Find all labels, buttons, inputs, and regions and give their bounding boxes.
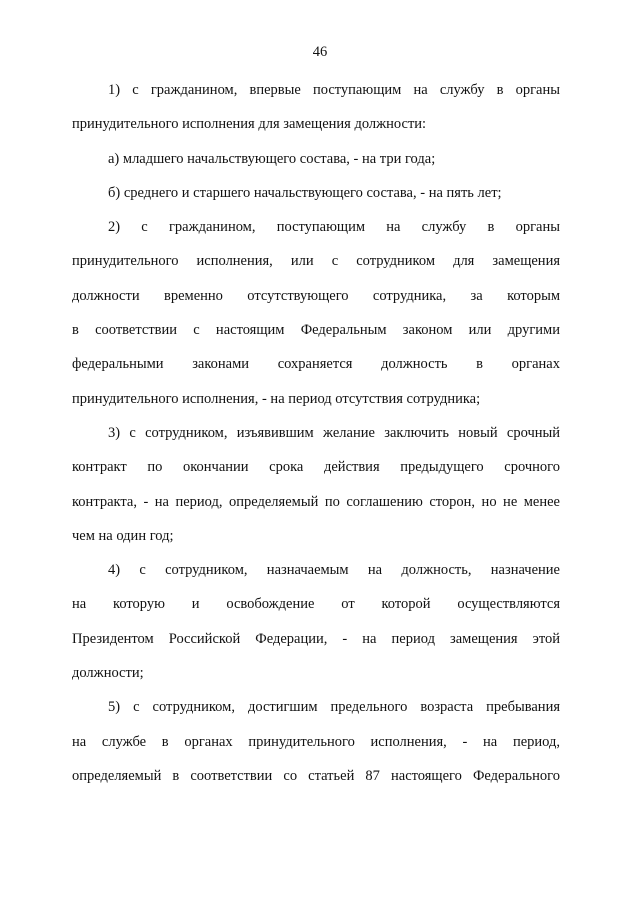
- text-line: принудительного исполнения, или с сотрудником для замещения: [72, 253, 560, 270]
- text-line: на службе в органах принудительного исполнения, - на период,: [72, 733, 560, 750]
- page-number: 46: [312, 44, 328, 60]
- text-line: контракт по окончании срока действия предыдущего срочного: [72, 459, 560, 476]
- text-line: принудительного исполнения, - на период отсутствия сотрудника;: [72, 390, 481, 407]
- text-line: принудительного исполнения для замещения должности:: [72, 116, 427, 133]
- text-line: Президентом Российской Федерации, - на период замещения этой: [72, 630, 560, 647]
- text-line: в соответствии с настоящим Федеральным законом или другими: [72, 322, 560, 339]
- document-body: [72, 80, 560, 800]
- text-line: 1) с гражданином, впервые поступающим на службу в органы: [108, 82, 560, 98]
- text-line: контракта, - на период, определяемый по соглашению сторон, но не менее: [72, 493, 560, 510]
- text-line: должности временно отсутствующего сотрудника, за которым: [72, 287, 560, 304]
- text-line: 5) с сотрудником, достигшим предельного возраста пребывания: [108, 699, 560, 716]
- text-line: чем на один год;: [72, 527, 174, 544]
- text-line: федеральными законами сохраняется должность в органах: [72, 356, 560, 373]
- text-line: на которую и освобождение от которой осуществляются: [72, 596, 560, 613]
- text-line: б) среднего и старшего начальствующего состава, - на пять лет;: [108, 184, 502, 201]
- text-line: а) младшего начальствующего состава, - на три года;: [108, 150, 436, 167]
- text-line: 2) с гражданином, поступающим на службу в органы: [108, 219, 560, 236]
- text-line: должности;: [72, 665, 144, 682]
- text-line: 3) с сотрудником, изъявившим желание заключить новый срочный: [108, 424, 560, 441]
- text-line: 4) с сотрудником, назначаемым на должность, назначение: [108, 562, 560, 579]
- text-line: определяемый в соответствии со статьей 87 настоящего Федерального: [72, 767, 560, 784]
